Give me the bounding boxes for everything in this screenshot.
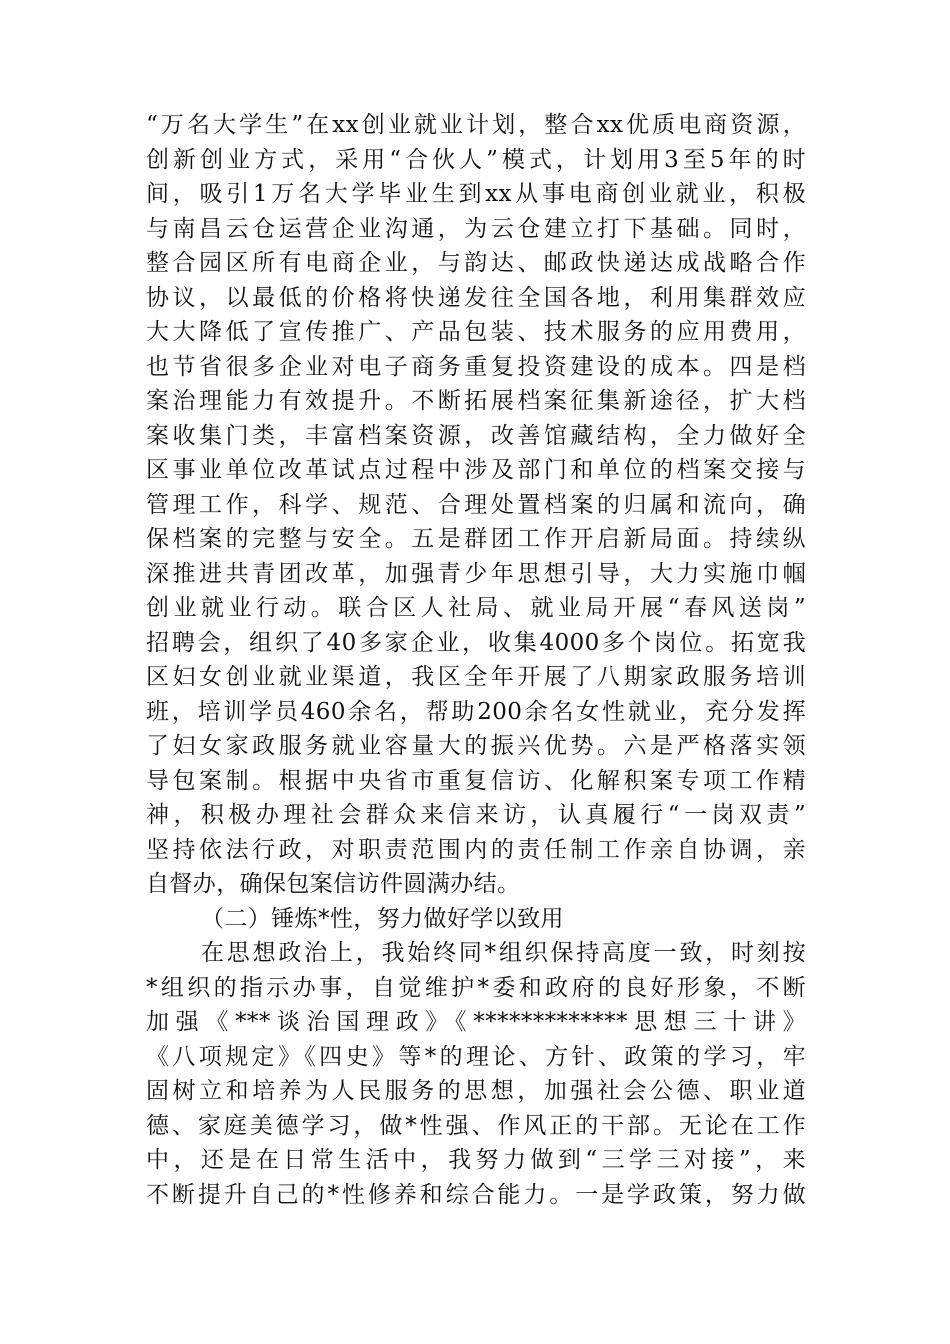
text-line: 区事业单位改革试点过程中涉及部门和单位的档案交接与 bbox=[146, 457, 806, 483]
text-line: 保档案的完整与安全。五是群团工作开启新局面。持续纵 bbox=[146, 526, 806, 552]
text-line: 自督办，确保包案信访件圆满办结。 bbox=[146, 871, 521, 897]
text-line: 不断提升自己的*性修养和综合能力。一是学政策，努力做 bbox=[146, 1181, 806, 1208]
text-line: 班，培训学员460余名，帮助200余名女性就业，充分发挥 bbox=[146, 698, 806, 725]
text-line: 也节省很多企业对电子商务重复投资建设的成本。四是档 bbox=[146, 353, 806, 380]
text-line: 神，积极办理社会群众来信来访，认真履行“一岗双责” bbox=[146, 802, 806, 828]
text-line: 与南昌云仓运营企业沟通，为云仓建立打下基础。同时， bbox=[146, 215, 806, 242]
text-line: 坚持依法行政，对职责范围内的责任制工作亲自协调，亲 bbox=[146, 836, 806, 863]
text-line: 招聘会，组织了40多家企业，收集4000多个岗位。拓宽我 bbox=[146, 629, 806, 656]
text-line: 《八项规定》《四史》等*的理论、方针、政策的学习，牢 bbox=[146, 1043, 806, 1070]
text-line: 创新创业方式，采用“合伙人”模式，计划用3至5年的时 bbox=[146, 146, 806, 173]
text-line: 创业就业行动。联合区人社局、就业局开展“春风送岗” bbox=[146, 595, 806, 621]
text-line: “万名大学生”在xx创业就业计划，整合xx优质电商资源， bbox=[146, 112, 806, 138]
text-line: 深推进共青团改革，加强青少年思想引导，大力实施巾帼 bbox=[146, 560, 806, 587]
text-line: 间，吸引1万名大学毕业生到xx从事电商创业就业，积极 bbox=[146, 181, 806, 207]
text-line: 加强《***谈治国理政》《*************思想三十讲》 bbox=[146, 1009, 806, 1035]
text-line: 固树立和培养为人民服务的思想，加强社会公德、职业道 bbox=[146, 1078, 806, 1104]
text-line: 大大降低了宣传推广、产品包装、技术服务的应用费用， bbox=[146, 319, 806, 345]
section-heading: （二）锤炼*性，努力做好学以致用 bbox=[201, 905, 564, 932]
text-line: *组织的指示办事，自觉维护*委和政府的良好形象，不断 bbox=[146, 974, 806, 1001]
text-line: 导包案制。根据中央省市重复信访、化解积案专项工作精 bbox=[146, 767, 806, 794]
document-body bbox=[146, 108, 806, 1212]
text-line: 案治理能力有效提升。不断拓展档案征集新途径，扩大档 bbox=[146, 388, 806, 414]
text-line: 管理工作，科学、规范、合理处置档案的归属和流向，确 bbox=[146, 491, 806, 518]
text-line: 整合园区所有电商企业，与韵达、邮政快递达成战略合作 bbox=[146, 250, 806, 276]
text-line: 德、家庭美德学习，做*性强、作风正的干部。无论在工作 bbox=[146, 1112, 806, 1139]
text-line: 区妇女创业就业渠道，我区全年开展了八期家政服务培训 bbox=[146, 664, 806, 690]
text-line: 协议，以最低的价格将快递发往全国各地，利用集群效应 bbox=[146, 284, 806, 311]
text-line: 中，还是在日常生活中，我努力做到“三学三对接”，来 bbox=[146, 1147, 806, 1173]
text-line: 了妇女家政服务就业容量大的振兴优势。六是严格落实领 bbox=[146, 733, 806, 759]
text-line: 案收集门类，丰富档案资源，改善馆藏结构，全力做好全 bbox=[146, 422, 806, 449]
text-line: 在思想政治上，我始终同*组织保持高度一致，时刻按 bbox=[201, 940, 806, 966]
